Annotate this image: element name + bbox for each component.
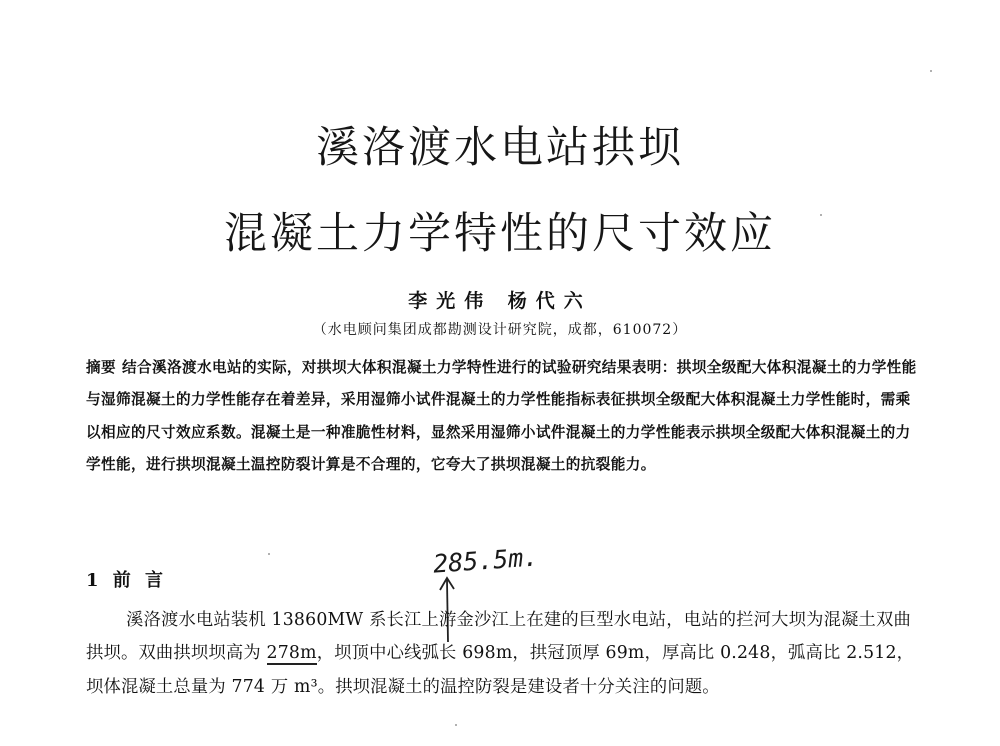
body-text-pre: 溪洛渡水电站装机 13860MW 系长江上游金沙江上在建的巨型水电站，电站的拦河大坝为混凝土双曲拱坝。双曲拱坝坝高为	[86, 610, 911, 664]
affiliation: （水电顾问集团成都勘测设计研究院，成都，610072）	[312, 322, 688, 338]
title-line-1: 溪洛渡水电站拱坝	[316, 123, 684, 173]
abstract-text: 结合溪洛渡水电站的实际，对拱坝大体积混凝土力学特性进行的试验研究结果表明：拱坝全级配大体积混凝土的力学性能与湿筛混凝土的力学性能存在着差异，采用湿筛小试件混凝土的力学性能指标表征拱坝全级配大体积混凝土力学性能时，需乘以相应的尺寸效应系数。混凝土是一种准脆性材料，显然采用湿筛小试件混凝土的力学性能表示拱坝全级配大体积混凝土的力学性能，进行拱坝混凝土温控防裂计算是不合理的，它夸大了拱坝混凝土的抗裂能力。	[86, 359, 917, 473]
handwritten-note: 285.5m.	[432, 542, 540, 579]
scan-speck	[455, 724, 457, 726]
scan-speck	[930, 70, 932, 72]
intro-paragraph	[86, 604, 922, 704]
section-heading: 1 前 言	[86, 570, 168, 591]
body-text-post: ，坝顶中心线弧长 698m，拱冠顶厚 69m，厚高比 0.248，弧高比 2.512，坝体混凝土总量为 774 万 m³。拱坝混凝土的温控防裂是建设者十分关注的问题。	[86, 643, 915, 697]
underlined-dam-height: 278m	[266, 643, 317, 664]
scan-speck	[820, 214, 822, 216]
title-line-2: 混凝土力学特性的尺寸效应	[224, 209, 776, 259]
scan-speck	[268, 553, 270, 555]
authors: 李光伟 杨代六	[408, 290, 592, 312]
abstract-label: 摘要	[86, 359, 116, 376]
abstract	[86, 352, 922, 481]
